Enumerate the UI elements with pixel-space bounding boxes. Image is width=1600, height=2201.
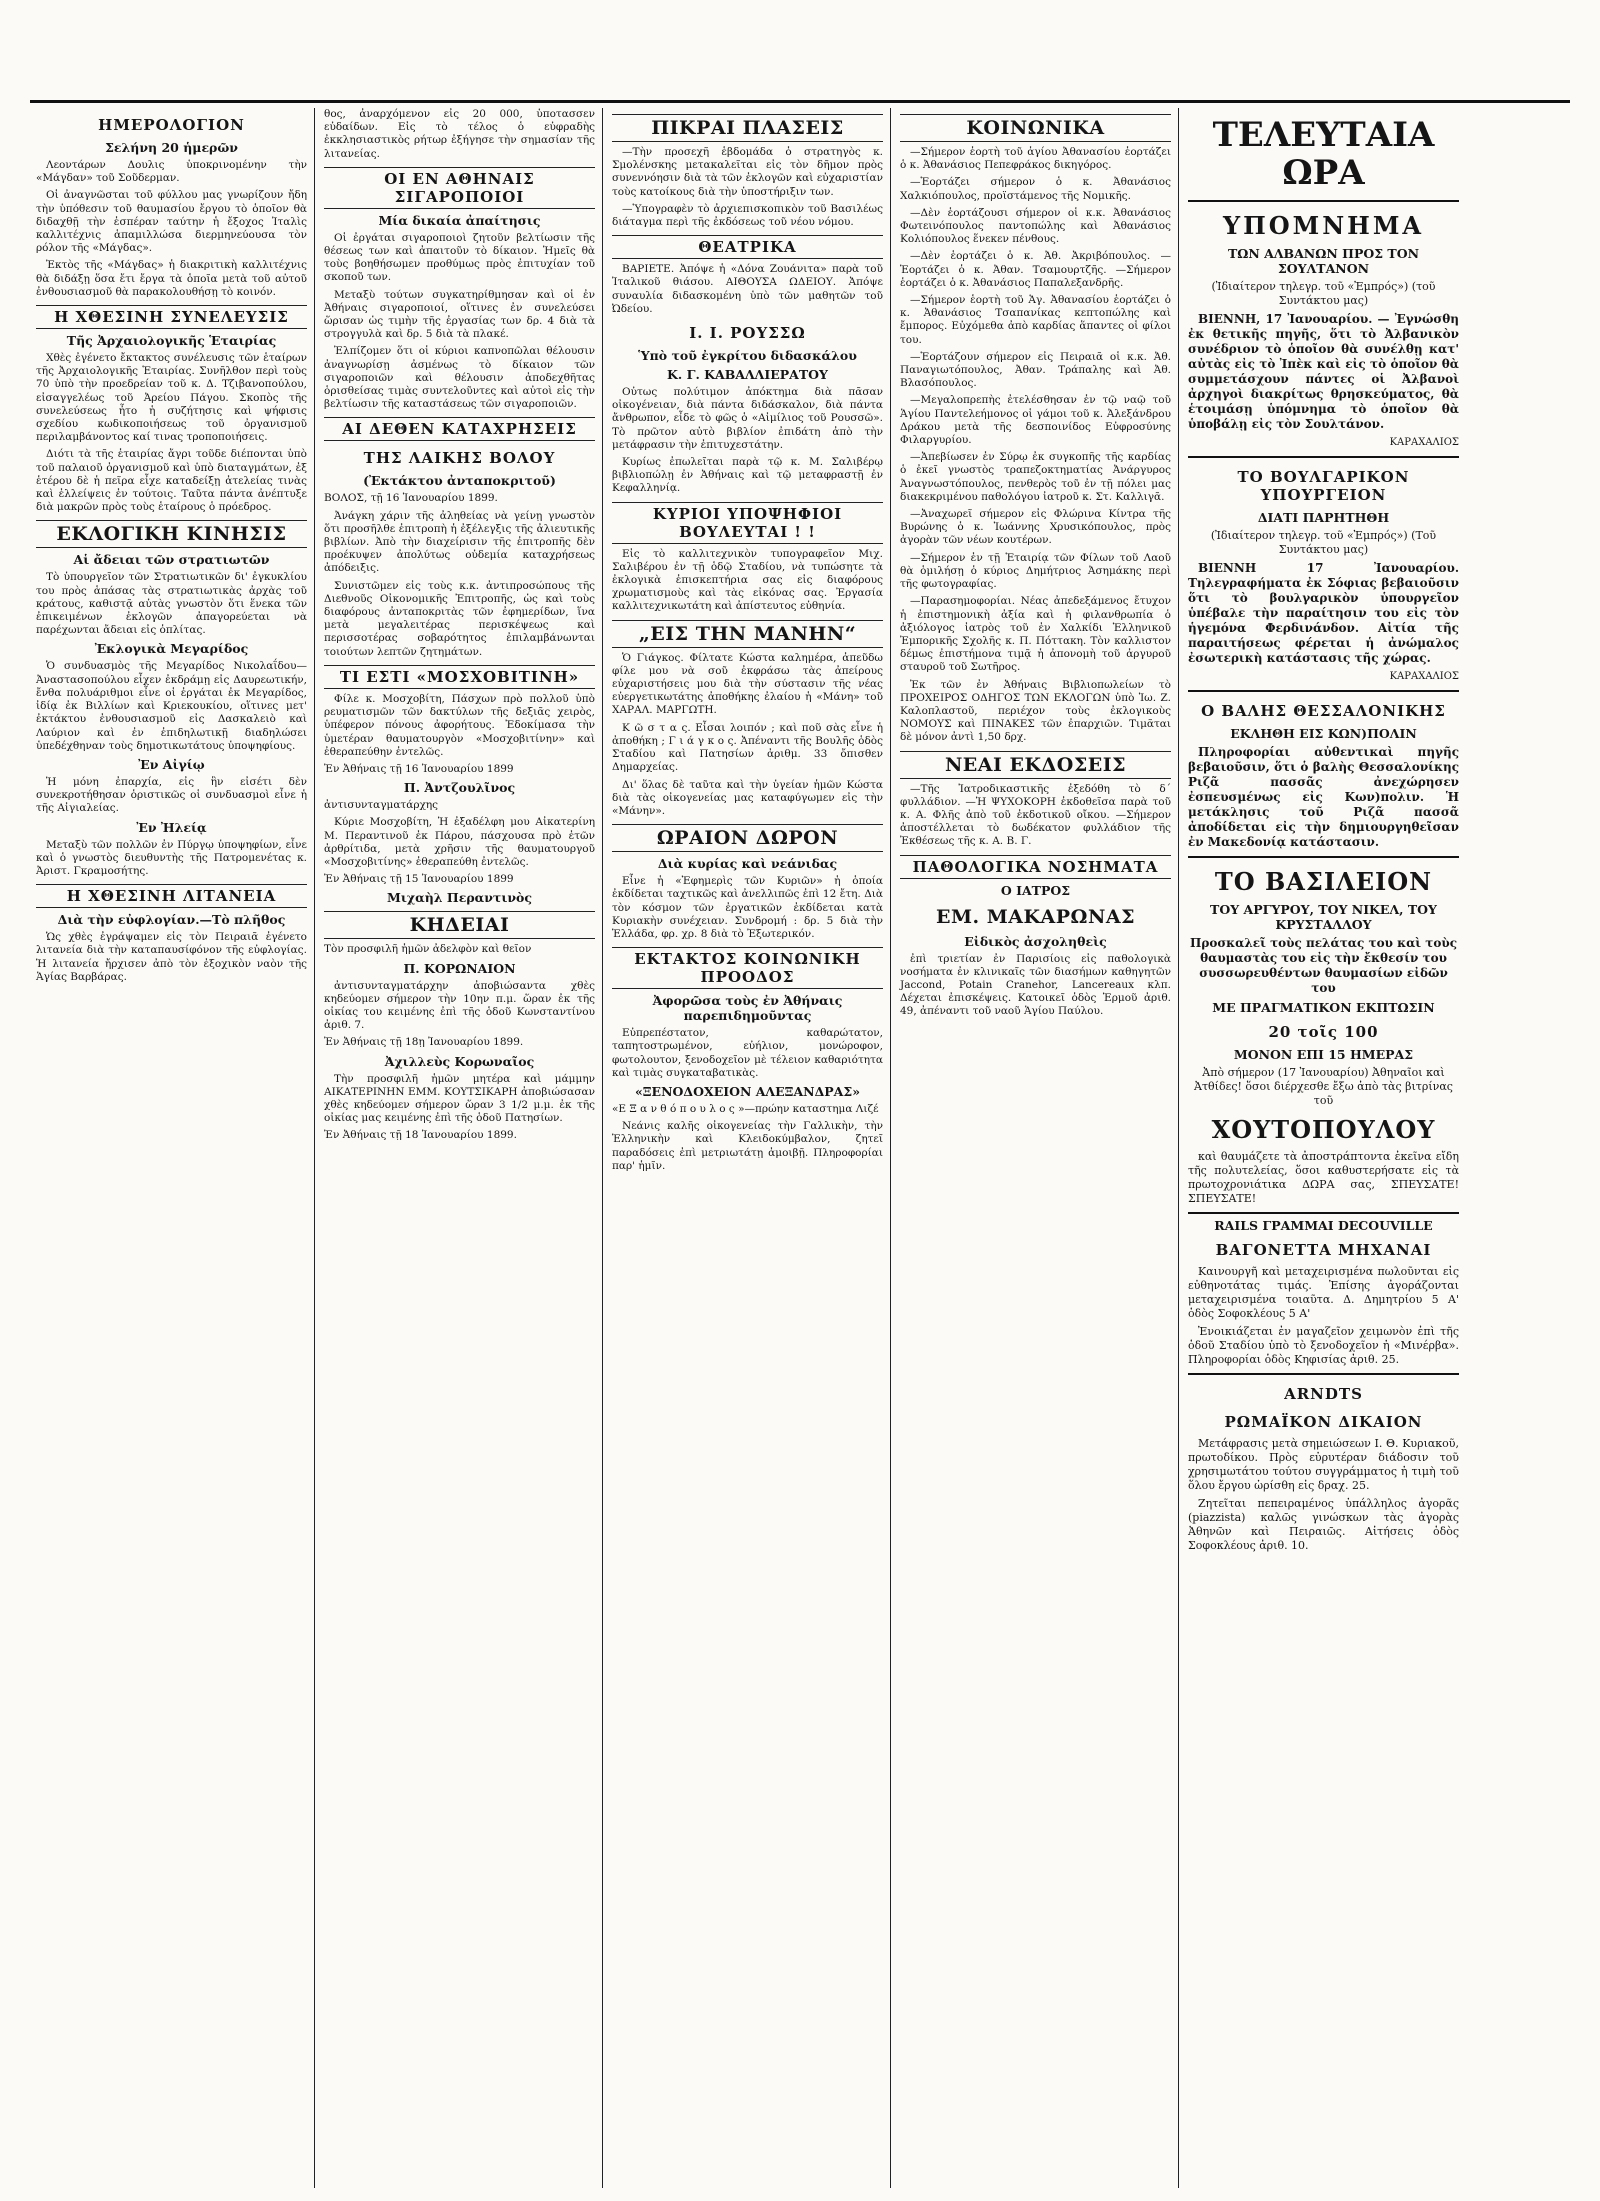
article-text: Κυρίως ἐπωλεῖται παρὰ τῷ κ. Μ. Σαλιβέρῳ βιβλιοπώλῃ ἐν Ἀθήναις καὶ τῷ μεταφραστῇ ἐν Κεφαλληνίᾳ. [612, 456, 883, 495]
masthead-rule [30, 100, 1570, 103]
subheadline: Διὰ κυρίας καὶ νεάνιδας [657, 856, 838, 872]
ad-text: Ἐνοικιάζεται ἐν μαγαζεῖον χειμωνὸν ἐπὶ τῆς ὁδοῦ Σταδίου ὑπὸ τὸ ξενοδοχεῖον ἡ «Μινέρβα». Πληροφορίαι ὁδὸς Κηφισίας ἀριθ. 25. [1188, 1325, 1459, 1366]
article-text: Τὸ ὑπουργεῖον τῶν Στρατιωτικῶν δι' ἐγκυκλίου του πρὸς ἁπάσας τὰς στρατιωτικὰς ἀρχὰς τοῦ κράτους, καθιστᾷ αὐτὰς γνωστὸν ὅτι ἕνεκα τῶν ἐπικειμένων ἐκλογῶν ἀπαγορεύεται νὰ παρέχωνται ἄδειαι εἰς ὁπλίτας. [36, 571, 307, 637]
dateline: Ἐν Ἀθήναις τῇ 16 Ἰανουαρίου 1899 [324, 762, 514, 775]
obituary-name: Π. ΚΟΡΩΝΑΙΟΝ [403, 960, 516, 976]
moon-phase: Σελήνη 20 ἡμερῶν [105, 140, 238, 155]
article-text: Συνιστῶμεν εἰς τοὺς κ.κ. ἀντιπροσώπους τῆς Διεθνοῦς Οἰκονομικῆς Ἐπιτροπῆς, ὡς καὶ τοὺς διαφόρους ἀνταποκριτὰς τῶν ἐφημερίδων, ἵνα μετὰ μεγαλειτέρας περισκέψεως καὶ περισσοτέρας σοβαρότητος ἐπιλαμβάνωνται τοιούτων λεπτῶν ζητημάτων. [324, 579, 595, 658]
article-text: Νεάνις καλῆς οἰκογενείας τὴν Γαλλικὴν, τὴν Ἑλληνικὴν καὶ Κλειδοκύμβαλον, ζητεῖ παραδόσεις ἐπὶ μετριωτάτῃ ἀμοιβῇ. Πληροφορίαι παρ' ἡμῖν. [612, 1120, 883, 1172]
headline-volou: ΤΗΣ ΛΑΙΚΗΣ ΒΟΛΟΥ [363, 449, 556, 468]
signature: Π. Ἀντζουλῖνος [403, 780, 516, 796]
column-rule [314, 108, 315, 2188]
calendar-title: ΗΜΕΡΟΛΟΓΙΟΝ [98, 116, 245, 134]
headline-vagonetta: ΒΑΓΟΝΕΤΤΑ ΜΗΧΑΝΑΙ [1215, 1241, 1432, 1259]
headline-proodos: ΕΚΤΑΚΤΟΣ ΚΟΙΝΩΝΙΚΗ ΠΡΟΟΔΟΣ [612, 947, 883, 989]
headline-kataxriseis: ΑΙ ΔΕΘΕΝ ΚΑΤΑΧΡΗΣΕΙΣ [324, 417, 595, 441]
subheadline: ΔΙΑΤΙ ΠΑΡΗΤΗΘΗ [1257, 510, 1390, 525]
article-text: Κύριε Μοσχοβίτη, Ἡ ἐξαδέλφη μου Αἰκατερίνη Μ. Περαντινοῦ ἐκ Πάρου, πάσχουσα πρὸ ἐτῶν ἀρθρίτιδα, μετὰ χρῆσιν τῆς θαυματουργοῦ «Μοσχοβιτίνης» ἐθεραπεύθη ἐντελῶς. [324, 816, 595, 868]
article-text: —Τῆς Ἰατροδικαστικῆς ἐξεδόθη τὸ δ΄ φυλλάδιον. —Ἡ ΨΥΧΟΚΟΡΗ ἐκδοθεῖσα παρὰ τοῦ κ. Α. Φλῆς ἀπὸ τοῦ ἐκδοτικοῦ οἴκου. —Σήμερον ἀποστέλλεται τὸ δωδέκατον φυλλάδιον τῆς Ἐκθέσεως τῆς κ. Α. Β. Γ. [900, 782, 1171, 848]
ad-text: Προσκαλεῖ τοὺς πελάτας του καὶ τοὺς θαυμαστὰς του εἰς τὴν ἔκθεσίν του συσσωρευθέντων θαυμασίων εἰδῶν του [1190, 936, 1457, 995]
article-text: Τὴν προσφιλῆ ἡμῶν μητέρα καὶ μάμμην ΑΙΚΑΤΕΡΙΝΗΝ ΕΜΜ. ΚΟΥΤΣΙΚΑΡΗ ἀποβιώσασαν χθὲς κηδεύομεν σήμερον ὥραν 3 1/2 μ.μ. ἐκ τῆς οἰκίας μας κειμένης ἐπὶ τῆς ὁδοῦ Πατησίων. [324, 1072, 595, 1125]
telegram-text: ΒΙΕΝΝΗ 17 Ἰανουαρίου. Τηλεγραφήματα ἐκ Σόφιας βεβαιοῦσιν ὅτι τὸ βουλγαρικὸν ὑπουργεῖον ὑπέβαλε τὴν παραίτησιν του εἰς τὸν ἡγεμόνα Φερδινάνδον. Αἰτία τῆς παραιτήσεως φέρεται ἡ ἀνώμαλος ἐσωτερικὴ κατάστασις τῆς χώρας. [1188, 561, 1459, 665]
article-text: Οὐτως πολύτιμον ἀπόκτημα διὰ πᾶσαν οἰκογένειαν, διὰ πάντα διδάσκαλον, διὰ πάντα ἄνθρωπον, εἶδε τὸ φῶς ὁ «Αἰμίλιος τοῦ Ρουσσῶ». Τὸ πρῶτον αὐτὸ βιβλίον ἐπιδάτη ἀπὸ τὴν μετάφρασιν τὴν ἐπιτυχεστάτην. [612, 386, 883, 451]
headline-romaikon: ΡΩΜΑΪΚΟΝ ΔΙΚΑΙΟΝ [1224, 1413, 1423, 1431]
column-rule [890, 108, 891, 2188]
headline-manin: „ΕΙΣ ΤΗΝ ΜΑΝΗΝ“ [612, 620, 883, 648]
author-name: Κ. Γ. ΚΑΒΑΛΛΙΕΡΑΤΟΥ [667, 367, 828, 383]
article-text: ΒΑΡΙΕΤΕ. Ἀπόψε ἡ «Δόνα Ζουάνιτα» παρὰ τοῦ Ἰταλικοῦ θιάσου. ΑΙΘΟΥΣΑ ΩΔΕΙΟΥ. Ἀπόψε συναυλία διδασκομένη ὑπὸ τῶν μαθητῶν τοῦ Ὠδείου. [612, 263, 883, 315]
ad-text: Καινουργῆ καὶ μεταχειρισμένα πωλοῦνται εἰς εὐθηνοτάτας τιμάς. Ἐπίσης ἀγοράζονται μεταχειρισμένα τοιαῦτα. Δ. Δημητρίου 5 Α' ὁδὸς Σοφοκλέους 5 Α' [1188, 1265, 1459, 1320]
headline-theatrika: ΘΕΑΤΡΙΚΑ [612, 235, 883, 259]
column-2 [318, 108, 601, 2188]
article-text: —Ἑορτάζει σήμερον ὁ κ. Ἀθανάσιος Χαλκιόπουλος, προϊστάμενος τῆς Νομικῆς. [900, 176, 1171, 202]
article-text: Χθὲς ἐγένετο ἔκτακτος συνέλευσις τῶν ἑταίρων τῆς Ἀρχαιολογικῆς Ἑταιρίας. Συνῆλθον περὶ τοὺς 70 ὑπὸ τὴν προεδρείαν τοῦ κ. Δ. Τζιβανοπούλου, εἰσαγγελέως τοῦ Ἀρείου Πάγου. Σκοπὸς τῆς συνελεύσεως ἦτο ἡ συζήτησις καὶ ψήφισις σχεδίου κωδικοποιήσεως τοῦ ὀργανισμοῦ περιλαμβάνοντος καί τινας τροποποιήσεις. [36, 352, 307, 444]
headline-pathologika: ΠΑΘΟΛΟΓΙΚΑ ΝΟΣΗΜΑΤΑ [900, 855, 1171, 879]
headline-koinonika: ΚΟΙΝΩΝΙΚΑ [900, 114, 1171, 142]
correspondent-signature: ΚΑΡΑΧΑΛΙΟΣ [1389, 671, 1459, 682]
subheadline: Ἐν Ἠλείᾳ [136, 819, 207, 835]
article-text: Ἐκ τῶν ἐν Ἀθήναις Βιβλιοπωλείων τὸ ΠΡΟΧΕΙΡΟΣ ΟΔΗΓΟΣ ΤΩΝ ΕΚΛΟΓΩΝ ὑπὸ Ἰω. Ζ. Καλοπλαστοῦ, περιέχον τοὺς ἐκλογικοὺς ΝΟΜΟΥΣ καὶ ΠΙΝΑΚΕΣ τῶν ἐπαρχιῶν. Τιμᾶται δὲ μόνον ἀντὶ 1,50 δρχ. [900, 678, 1171, 744]
headline-eklogiki: ΕΚΛΟΓΙΚΗ ΚΙΝΗΣΙΣ [36, 520, 307, 548]
article-text: —Δὲν ἑορτάζει ὁ κ. Ἀθ. Ἀκριβόπουλος. —Ἑορτάζει ὁ κ. Ἀθαν. Τσαμουρτζῆς. —Σήμερον ἑορτάζει ὁ κ. Ἀθανάσιος Παπαλεξανδρῆς. [900, 250, 1171, 289]
telegram-text: Πληροφορίαι αὐθεντικαὶ πηγῆς βεβαιοῦσιν, ὅτι ὁ βαλὴς Θεσσαλονίκης Ριζᾶ πασσᾶς ἀνεχώρησεν ἐσπευσμένως εἰς Κων)πολιν. Ἡ μετάκλησις τοῦ Ριζᾶ πασσᾶ ἀποδίδεται εἰς τὴν δημιουργηθεῖσαν ἐν Μακεδονίᾳ κατάστασιν. [1188, 745, 1459, 849]
headline-sigaropoioi: ΟΙ ΕΝ ΑΘΗΝΑΙΣ ΣΙΓΑΡΟΠΟΙΟΙ [324, 167, 595, 209]
article-text: Οἱ ἀναγνῶσται τοῦ φύλλου μας γνωρίζουν ἤδη τὴν ὑπόθεσιν τοῦ θαυμασίου ἔργου τὸ ὁποῖον θὰ διδαχθῇ τὴν ἑσπέραν ταύτην ἡ ἔξοχος Ἰταλὶς καλλιτέχνις ἁπαμιλλώσα διερμηνεύουσα τὸν ρόλον τῆς «Μάγδας». [36, 189, 307, 255]
article-text: Εἶνε ἡ «Ἐφημερὶς τῶν Κυριῶν» ἡ ὁποία ἐκδίδεται ταχτικῶς καὶ ἀνελλιπῶς ἐπὶ 12 ἔτη. Διὰ τὸν κόσμον τῶν ἐργατικῶν ἐκδίδεται κατὰ Κυριακὴν συνέχειαν. Συνδρομή : δρ. 5 διὰ τὴν Ἑλλάδα, φρ. χρ. 8 διὰ τὸ Ἐξωτερικόν. [612, 875, 883, 940]
article-text: ἐπὶ τριετίαν ἐν Παρισίοις εἰς παθολογικὰ νοσήματα ἐν κλινικαῖς τῶν διασήμων καθηγητῶν Jaccond, Potain Cranehor, Lancereaux κλπ. Δέχεται ἐπισκέψεις. Κατοικεῖ ὁδὸς Ἑρμοῦ ἀριθ. 49, ἀπέναντι τοῦ ναοῦ Ἁγίου Παύλου. [900, 952, 1171, 1018]
article-text: Ἀνάγκη χάριν τῆς ἀληθείας νὰ γείνῃ γνωστὸν ὅτι προσῆλθε ἐπιτροπὴ ἡ ἐξέλεγξις τῆς ἀλιευτικῆς βιβλίων. Ἀπὸ τὴν διαχείρισιν τῆς ἐπιτροπῆς δὲν προέκυψεν ἀπολύτως οὐδεμία καταχρήσεως ἀπόδειξις. [324, 509, 595, 575]
article-text: Κ ῶ σ τ α ς. Εἶσαι λοιπόν ; καὶ ποῦ σὰς εἶνε ἡ ἀποθήκη ; Γ ι ά γ κ ο ς. Ἀπέναντι τῆς Βουλῆς ὁδὸς Σταδίου καὶ Πατησίων ἀριθμ. 33 ὄπισθεν Δημαρχείας. [612, 721, 883, 774]
headline-pikrai: ΠΙΚΡΑΙ ΠΛΑΣΕΙΣ [612, 114, 883, 142]
subheadline: Μία δικαία ἀπαίτησις [378, 212, 541, 228]
article-text: Εὐπρεπέστατον, καθαρώτατον, ταπητοστρωμένον, εὐήλιον, μονώροφον, φωτολουτον, ξενοδοχεῖον μὲ τέλειον καθαριότητα καὶ τιμὰς συγκαταβατικὰς. [612, 1027, 883, 1079]
headline-ekdoseis: ΝΕΑΙ ΕΚΔΟΣΕΙΣ [900, 751, 1171, 779]
column-rule [1178, 108, 1179, 2188]
headline-teleftaia-ora: ΤΕΛΕΥΤΑΙΑ ΩΡΑ [1212, 115, 1435, 193]
headline-valis: Ο ΒΑΛΗΣ ΘΕΣΣΑΛΟΝΙΚΗΣ [1201, 702, 1446, 720]
column-4 [894, 108, 1177, 2188]
headline-kyrioi: ΚΥΡΙΟΙ ΥΠΟΨΗΦΙΟΙ ΒΟΥΛΕΥΤΑΙ ! ! [612, 502, 883, 544]
article-text: Ἐλπίζομεν ὅτι οἱ κύριοι καπνοπῶλαι θέλουσιν ἀναγνωρίσῃ ἀσμένως τὸ δίκαιον τῶν σιγαροποιῶν καὶ θέλουσιν ἀποδεχθῆτας ὁρισθείσας τιμὰς συντελοῦντες καὶ αὐτοὶ εἰς τὴν βελτίωσιν τῆς καταστάσεως τῶν σιγαροποιῶν. [324, 345, 595, 411]
article-text: Ὁ Γιάγκος. Φίλτατε Κώστα καλημέρα, ἀπεῦδω φίλε μου νὰ σοῦ ἐκφράσω τὰς ἀπείρους εὐχαριστήσεις μου διὰ τὴν σύστασιν τῆς νέας εὐεργετικωτάτης ἀποθήκης ἐλαίου ἡ «Μάνη» τοῦ ΧΑΡΑΛ. ΜΑΡΓΩΤΗ. [612, 651, 883, 717]
headline-doron: ΩΡΑΙΟΝ ΔΩΡΟΝ [612, 824, 883, 852]
sale-percentage: 20 τοῖς 100 [1268, 1023, 1379, 1041]
article-text: Μεταξὺ τῶν πολλῶν ἐν Πύργῳ ὑποψηφίων, εἶνε καὶ ὁ γνωστὸς διευθυντὴς τῆς Πατρομενέτας κ. Ἀριστ. Γκραμοσήτης. [36, 838, 307, 877]
article-text: —Ἀπεβίωσεν ἐν Σύρῳ ἐκ συγκοπῆς τῆς καρδίας ὁ ἐκεῖ γνωστὸς τραπεζοκτηματίας Ἀνάργυρος Ἀναγνωστόπουλος, πενθερὸς τοῦ ἐν τῇ πόλει μας διακεκριμένου παθολόγου ἰατροῦ κ. Στ. Καλλιγᾶ. [900, 451, 1171, 503]
article-text: —Σήμερον ἑορτὴ τοῦ Ἁγ. Ἀθανασίου ἑορτάζει ὁ κ. Ἀθανάσιος Τσαπανίκας κεπτοπώλης καὶ ἔμπορος. Εὐχόμεθα ἀπὸ καρδίας ἅπαντες οἱ φίλοι του. [900, 294, 1171, 346]
article-text: Φίλε κ. Μοσχοβίτη, Πάσχων πρὸ πολλοῦ ὑπὸ ρευματισμῶν τῶν δακτύλων τῆς δεξιᾶς χειρὸς, ὑπέφερον πόνους ἀφορήτους. Ἐδοκίμασα τὴν ὑμετέραν θαυματουργὸν «Μοσχοβιτίνην» καὶ ἐθεραπεύθην ἐντελῶς. [324, 692, 595, 758]
article-text: Τὸν προσφιλῆ ἡμῶν ἀδελφὸν καὶ θεῖον [324, 943, 532, 956]
column-3 [606, 108, 889, 2188]
ad-text: καὶ θαυμάζετε τὰ ἀποστράπτοντα ἐκεῖνα εἴδη τῆς πολυτελείας, ὅσοι καθυστερήσατε εἰς τὰ πρωτοχρονιάτικα ΔΩΡΑ σας, ΣΠΕΥΣΑΤΕ! ΣΠΕΥΣΑΤΕ! [1188, 1150, 1459, 1205]
telegram-text: ΒΙΕΝΝΗ, 17 Ἰανουαρίου. — Ἐγνώσθη ἐκ θετικῆς πηγῆς, ὅτι τὸ Ἀλβανικὸν συνέδριον τὸ ὁποῖον θὰ συνέλθῃ κατ' αὐτὰς εἰς τὸ Ἰπὲκ καὶ εἰς τὸ ὁποῖον θὰ συμμετάσχουν πάντες οἱ Ἀλβανοὶ ἀρχηγοὶ διακρίτως θρησκεύματος, θὰ ἑτοιμάσῃ ὑπόμνημα τὸ ὁποῖον θὰ ὑποβάλῃ εἰς τὸν Σουλτάνον. [1188, 312, 1459, 431]
article-text: —Σήμερον ἐν τῇ Ἑταιρίᾳ τῶν Φίλων τοῦ Λαοῦ θὰ ὁμιλήσῃ ὁ κύριος Δημήτριος Ἀσημάκης περὶ τῆς φωτογραφίας. [900, 551, 1171, 591]
subheadline: ΤΩΝ ΑΛΒΑΝΩΝ ΠΡΟΣ ΤΟΝ ΣΟΥΛΤΑΝΟΝ [1227, 246, 1420, 276]
doctor-name: ΕΜ. ΜΑΚΑΡΩΝΑΣ [935, 905, 1135, 928]
dateline: Ἐν Ἀθήναις τῇ 15 Ἰανουαρίου 1899 [324, 873, 514, 886]
headline-rousso: Ι. Ι. ΡΟΥΣΣΩ [689, 324, 806, 343]
article-text: —Ὑπογραφὲν τὸ ἀρχιεπισκοπικὸν τοῦ Βασιλέως διάταγμα περὶ τῆς ἐκδόσεως τοῦ νέου νόμου. [612, 202, 883, 229]
dateline: Ἐν Ἀθήναις τῇ 18ῃ Ἰανουαρίου 1899. [324, 1036, 524, 1049]
headline-vasileion: ΤΟ ΒΑΣΙΛΕΙΟΝ [1214, 867, 1433, 896]
source-note: (Ἰδιαίτερον τηλεγρ. τοῦ «Ἐμπρός») (Τοῦ Συντάκτου μας) [1210, 529, 1437, 556]
headline-synedriasis: Η ΧΘΕΣΙΝΗ ΣΥΝΕΛΕΥΣΙΣ [36, 305, 307, 329]
subheadline: (Ἐκτάκτου ἀνταποκριτοῦ) [363, 473, 556, 489]
dateline: Ἐν Ἀθήναις τῇ 18 Ἰανουαρίου 1899. [324, 1129, 517, 1142]
column-rule [602, 108, 603, 2188]
column-5 [1182, 108, 1465, 2188]
sale-duration: ΜΟΝΟΝ ΕΠΙ 15 ΗΜΕΡΑΣ [1233, 1047, 1414, 1062]
subheadline: Ο ΙΑΤΡΟΣ [1000, 882, 1071, 898]
article-text: —Σήμερον ἑορτὴ τοῦ ἁγίου Ἀθανασίου ἑορτάζει ὁ κ. Ἀθανάσιος Πεπεφράκος δικηγόρος. [900, 146, 1171, 172]
subheadline: Ἐκλογικὰ Μεγαρίδος [94, 641, 249, 657]
headline-litaneia: Η ΧΘΕΣΙΝΗ ΛΙΤΑΝΕΙΑ [36, 884, 307, 908]
article-text: Ἐκτὸς τῆς «Μάγδας» ἡ διακριτικὴ καλλιτέχνις θὰ διδάξῃ ὅσα ἔτι ἔργα τὰ ὁποῖα μετὰ τοῦ αὐτοῦ ἐνθουσιασμοῦ θὰ παρακολουθήσῃ τὸ κοινόν. [36, 259, 307, 298]
article-text: —Μεγαλοπρεπὴς ἐτελέσθησαν ἐν τῷ ναῷ τοῦ Ἁγίου Παντελεήμονος οἱ γάμοι τοῦ κ. Ἀλεξάνδρου Δράκου μετὰ τῆς δεσποινίδος Εὐφροσύνης Φιλαργυρίου. [900, 394, 1171, 447]
sale-label: ΜΕ ΠΡΑΓΜΑΤΙΚΟΝ ΕΚΠΤΩΣΙΝ [1212, 1000, 1435, 1015]
correspondent-signature: ΚΑΡΑΧΑΛΙΟΣ [1389, 437, 1459, 448]
headline-moschovitini: ΤΙ ΕΣΤΙ «ΜΟΣΧΟΒΙΤΙΝΗ» [324, 665, 595, 689]
hotel-owner: «Ε Ξ α ν θ ό π ο υ λ ο ς »—πρώην καταστημα Λιζέ [612, 1102, 879, 1115]
article-text: θος, ἀναρχόμενον εἰς 20 000, ὑποτασσεν εὐδαίδων. Εἰς τὸ τέλος ὁ εὐφραδὴς ἐκκλησιαστικὸς ρήτωρ ἐξήγησε τὴν σημασίαν τῆς λιτανείας. [324, 108, 595, 160]
signature-role: ἀντισυνταγματάρχης [324, 799, 439, 812]
article-text: Διότι τὰ τῆς ἑταιρίας ἄγρι τοῦδε διέπονται ὑπὸ τοῦ παλαιοῦ ὀργανισμοῦ καὶ ὑπὸ διαταγμάτων, ἐξ ἑτέρου δὲ ἡ πεῖρα εἶχε καταδείξῃ ἀτελείας τινὰς καὶ ἐλλείψεις ἐν τούτοις. Ταῦτα πάντα ἀνέπτυξε διὰ μακρῶν πρὸς τοὺς ἑταίρους ὁ πρόεδρος. [36, 448, 307, 514]
arndts-label: ARNDTS [1284, 1385, 1363, 1403]
ad-text: Μετάφρασις μετὰ σημειώσεων Ι. Θ. Κυριακοῦ, πρωτοδίκου. Πρὸς εὐρυτέραν διάδοσιν τοῦ χρησιμωτάτου τούτου συγγράμματος ἡ τιμὴ τοῦ ὅλου ἔργου ὡρίσθη εἰς δραχ. 25. [1188, 1437, 1459, 1492]
article-text: Εἰς τὸ καλλιτεχνικὸν τυπογραφεῖον Μιχ. Σαλιβέρου ἐν τῇ ὁδῷ Σταδίου, νὰ τυπώσητε τὰ ἐκλογικὰ ἐπισκεπτήρια σας εἰς διαφόρους χρωματισμοὺς καὶ τὰς εἰκόνας σας. Ἐργασία καλλιτεχνικωτάτη καὶ ἀπίστευτος εὐθηνία. [612, 547, 883, 613]
subheadline: ΤΟΥ ΑΡΓΥΡΟΥ, ΤΟΥ ΝΙΚΕΛ, ΤΟΥ ΚΡΥΣΤΑΛΛΟΥ [1210, 902, 1437, 932]
signature: Ἀχιλλεὺς Κορωναῖος [384, 1053, 535, 1069]
dateline: ΒΟΛΟΣ, τῇ 16 Ἰανουαρίου 1899. [324, 492, 498, 505]
article-text: ἀντισυνταγματάρχην ἀποβιώσαντα χθὲς κηδεύομεν σήμερον τὴν 10ην π.μ. ὥραν ἐκ τῆς οἰκίας του κειμένης ἐπὶ τῆς ὁδοῦ Κωνσταντίνου ἀριθ. 7. [324, 979, 595, 1032]
article-text: Λεοντάρων Δουλις ὑποκρινομένην τὴν «Μάγδαν» τοῦ Σοῦδερμαν. [36, 159, 307, 185]
subheadline: Ὑπὸ τοῦ ἐγκρίτου διδασκάλου [638, 348, 857, 364]
article-text: —Ἀναχωρεῖ σήμερον εἰς Φλώρινα Κίντρα τῆς Βυρώνης ὁ κ. Ἰωάννης Χρυσικόπουλος, πρὸς ἀγορὰν τῶν νέων κουτέρων. [900, 508, 1171, 547]
ad-text: Ἀπὸ σήμερον (17 Ἰανουαρίου) Ἀθηναῖοι καὶ Ἀτθίδες! ὅσοι διέρχεσθε ἔξω ἀπὸ τὰς βιτρίνας τοῦ [1194, 1066, 1453, 1107]
column-1 [30, 108, 313, 2188]
article-text: Δι' ὅλας δὲ ταῦτα καὶ τὴν ὑγείαν ἡμῶν Κώστα διὰ τὰς οἰκογενείας μας καταφύγωμεν εἰς τὴν «Μάνην». [612, 778, 883, 817]
subheadline: Εἰδικὸς ἀσχοληθεὶς [964, 933, 1107, 949]
signature: Μιχαὴλ Περαντινὸς [386, 890, 533, 906]
subheadline: Τῆς Ἀρχαιολογικῆς Ἑταιρίας [66, 333, 277, 349]
article-text: Ὁ συνδυασμὸς τῆς Μεγαρίδος Νικολαΐδου—Ἀναστασοπούλου εἶχεν ἐκδράμῃ εἰς Δαυρεωτικήν, ἔνθα πολυάριθμοι εἶνε οἱ ἐργάται ἐκ Μεγαρίδος, ἰδίᾳ ἐκ Βιλλίων καὶ Κριεκουκίου, οἵτινες μετ' ἐκτάκτου ἐνθουσιασμοῦ εἰς Δασκαλειὸ καὶ Λαύριον καὶ ἐν ἐπιδηλωτικῇ διαδηλώσει ὑπεδέχθηναν τοὺς δημοτικωτάτους ὑποψηφίους. [36, 660, 307, 752]
ad-text: Ζητεῖται πεπειραμένος ὑπάλληλος ἀγορᾶς (piazzista) καλῶς γινώσκων τὰς ἀγορὰς Ἀθηνῶν καὶ Πειραιῶς. Αἰτήσεις ὁδὸς Σοφοκλέους ἀριθ. 10. [1188, 1497, 1459, 1552]
source-note: (Ἰδιαίτερον τηλεγρ. τοῦ «Ἐμπρός») (τοῦ Συντάκτου μας) [1211, 280, 1436, 307]
subheadline: ΕΚΛΗΘΗ ΕΙΣ ΚΩΝ)ΠΟΛΙΝ [1230, 726, 1417, 741]
subheadline: Ἐν Αἰγίῳ [138, 756, 205, 772]
article-text: —Παρασημοφορίαι. Νέας ἀπεδεξάμενος ἔτυχον ἡ ἐπιστημονικὴ ἀξία καὶ ἡ φιλανθρωπία ὁ ἀξιόλογος ἰατρὸς τοῦ ἐν Χαλκίδι Ἑλληνικοῦ Ἐμπορικῆς Σχολῆς κ. Π. Πόττακη. Τὸν καλλιστον δέμως ἐπιστήμονα τιμᾷ ἡ ἀπονομὴ τοῦ ἀργυροῦ σταυροῦ τοῦ Σωτῆρος. [900, 595, 1171, 674]
article-text: Ἡ μόνη ἐπαρχία, εἰς ἣν εἰσέτι δὲν συνεκροτήθησαν ὁριστικῶς οἱ συνδυασμοὶ εἶνε ἡ τῆς Αἰγιαλείας. [36, 775, 307, 815]
article-text: Ὡς χθὲς ἐγράψαμεν εἰς τὸν Πειραιᾶ ἐγένετο λιτανεία διὰ τὴν καταπαυσίφόνον τῆς εὐφλογίας. Ἡ λιτανεία ἤρχισεν ἀπὸ τὸν ἐξοχικὸν ναὸν τῆς Ἁγίας Βαρβάρας. [36, 931, 307, 983]
store-name: ΧΟΥΤΟΠΟΥΛΟΥ [1211, 1115, 1436, 1144]
headline-voulgariko: ΤΟ ΒΟΥΛΓΑΡΙΚΟΝ ΥΠΟΥΡΓΕΙΟΝ [1237, 468, 1410, 504]
subheadline: Ἀφορῶσα τοὺς ἐν Ἀθήναις παρεπιδημοῦντας [652, 993, 843, 1024]
article-text: Οἱ ἐργάται σιγαροποιοὶ ζητοῦν βελτίωσιν τῆς θέσεως των καὶ ἀπαιτοῦν τὸ δίκαιον. Ἡμεῖς θὰ τοὺς βοηθήσωμεν προθύμως πρὸς ἐπιτυχίαν τοῦ σκοποῦ των. [324, 231, 595, 284]
subheadline: Αἱ ἄδειαι τῶν στρατιωτῶν [73, 552, 270, 568]
subheadline: Διὰ τὴν εὐφλογίαν.—Τὸ πλῆθος [57, 912, 286, 928]
article-text: —Δὲν ἑορτάζουσι σήμερον οἱ κ.κ. Ἀθανάσιος Φωτεινόπουλος παντοπώλης καὶ Ἀθανάσιος Κολιόπουλος ἕνεκεν πένθους. [900, 206, 1171, 246]
headline-ypomnima: ΥΠΟΜΝΗΜΑ [1222, 211, 1425, 240]
article-text: —Τὴν προσεχῆ ἑβδομάδα ὁ στρατηγὸς κ. Σμολένσκης μετακαλεῖται εἰς τὸν δῆμον πρὸς συνεννόησιν διὰ τὰ τῶν ἐκλογῶν καὶ εὐχαριστίαν τοὺς κατοίκους διὰ τὴν ὑποστήριξιν των. [612, 146, 883, 198]
rails-ad-label: RAILS ΓΡΑΜΜΑΙ DECOUVILLE [1214, 1218, 1433, 1233]
article-text: —Ἑορτάζουν σήμερον εἰς Πειραιᾶ οἱ κ.κ. Ἀθ. Παναγιωτόπουλος, Ἀθαν. Τράπαλης καὶ Ἀθ. Βλασόπουλος. [900, 350, 1171, 390]
headline-kideiai: ΚΗΔΕΙΑΙ [324, 911, 595, 939]
article-text: Μεταξὺ τούτων συγκατηρίθμησαν καὶ οἱ ἐν Ἀθήναις σιγαροποιοί, οἵτινες ἐν συνελεύσει ὥρισαν ὡς τιμὴν τῆς ἐργασίας των δρ. 4 διὰ τὰ στρογγυλὰ καὶ δρ. 5 διὰ τὰ πλακέ. [324, 288, 595, 341]
hotel-name: «ΞΕΝΟΔΟΧΕΙΟΝ ΑΛΕΞΑΝΔΡΑΣ» [634, 1083, 861, 1099]
